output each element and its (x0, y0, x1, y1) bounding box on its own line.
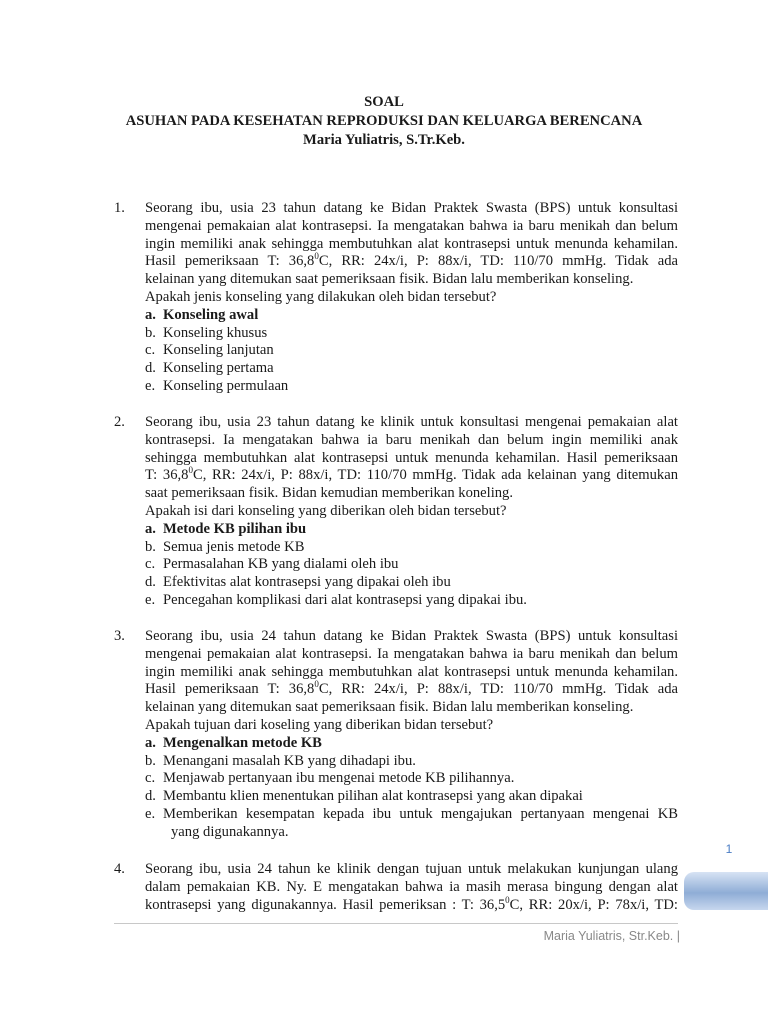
option-letter: b. (145, 538, 156, 555)
option-text-continuation: yang digunakannya. (171, 823, 289, 840)
question-text-line: kelainan yang ditemukan saat pemeriksaan fisik. Bidan lalu memberikan konseling. (145, 271, 634, 288)
option-text: Membantu klien menentukan pilihan alat kontrasepsi yang akan dipakai (163, 788, 583, 805)
footer-author: Maria Yuliatris, Str.Keb. | (543, 929, 680, 943)
question-1 (114, 200, 678, 396)
option-letter: b. (145, 324, 156, 341)
question-body (145, 200, 678, 396)
question-text: C, RR: 24x/i, P: 88x/i, TD: 110/70 mmHg. Tidak ada (318, 253, 679, 270)
question-text: C, RR: 24x/i, P: 88x/i, TD: 110/70 mmHg. Tidak ada kelainan yang ditemukan (192, 467, 678, 484)
degree-superscript: 0 (188, 465, 193, 476)
option-letter: e. (145, 377, 156, 394)
question-text-line: ingin memiliki anak sehingga membutuhkan alat kontrasepsi untuk menunda kehamilan. (145, 235, 678, 252)
option-letter: d. (145, 360, 156, 377)
question-number: 3. (114, 628, 125, 644)
question-body (145, 861, 678, 914)
option-text: Menjawab pertanyaan ibu mengenai metode KB pilihannya. (163, 770, 515, 787)
question-text-line: ingin memiliki anak sehingga membutuhkan alat kontrasepsi untuk menunda kehamilan. (145, 663, 678, 680)
option-letter: a. (145, 734, 156, 751)
question-4 (114, 861, 678, 914)
option-text: Permasalahan KB yang dialami oleh ibu (163, 556, 399, 573)
answer-option-c (145, 342, 678, 360)
answer-option-e (145, 592, 678, 610)
option-text: Konseling pertama (163, 360, 274, 377)
question-text-line: Seorang ibu, usia 24 tahun datang ke Bidan Praktek Swasta (BPS) untuk konsultasi (145, 628, 678, 644)
answer-option-e (145, 378, 678, 396)
question-2 (114, 414, 678, 610)
option-text: Pencegahan komplikasi dari alat kontrasepsi yang dipakai ibu. (163, 591, 527, 608)
option-text: Menangani masalah KB yang dihadapi ibu. (163, 752, 416, 769)
question-text: T: 36,8 (145, 467, 189, 484)
option-text: Konseling awal (163, 306, 259, 323)
question-text-line: kelainan yang ditemukan saat pemeriksaan fisik. Bidan lalu memberikan konseling. (145, 699, 634, 716)
option-letter: a. (145, 520, 156, 537)
option-text: Konseling permulaan (163, 377, 289, 394)
question-text-line: kontrasepsi. Ia mengatakan bahwa ia baru menikah dan belum ingin memiliki anak (145, 431, 678, 448)
header-author: Maria Yuliatris, S.Tr.Keb. (303, 132, 465, 148)
answer-option-d (145, 360, 678, 378)
option-letter: b. (145, 752, 156, 769)
question-text-line (145, 894, 678, 915)
question-number: 2. (114, 414, 125, 430)
answer-option-d (145, 788, 678, 806)
degree-superscript: 0 (505, 894, 510, 905)
question-text-line: Seorang ibu, usia 23 tahun datang ke Bidan Praktek Swasta (BPS) untuk konsultasi (145, 200, 678, 216)
question-text-line: Seorang ibu, usia 24 tahun ke klinik dengan tujuan untuk melakukan kunjungan ulang (145, 861, 678, 877)
option-text: Semua jenis metode KB (163, 538, 305, 555)
document-header (0, 93, 768, 150)
answer-option-b (145, 753, 678, 771)
option-letter: a. (145, 306, 156, 323)
answer-option-a (145, 521, 678, 539)
question-3 (114, 628, 678, 842)
question-text: kontrasepsi yang digunakannya. Hasil pemeriksan : T: 36,5 (145, 896, 506, 913)
option-letter: d. (145, 574, 156, 591)
question-prompt: Apakah isi dari konseling yang diberikan oleh bidan tersebut? (145, 502, 507, 519)
question-text-line: Seorang ibu, usia 23 tahun datang ke klinik untuk konsultasi mengenai pemakaian alat (145, 414, 678, 430)
question-body (145, 414, 678, 610)
answer-option-b (145, 325, 678, 343)
question-body (145, 628, 678, 842)
question-text-line (145, 681, 678, 699)
option-text: Konseling lanjutan (163, 342, 274, 359)
option-letter: c. (145, 342, 156, 359)
footer-divider (114, 923, 678, 924)
option-text: Metode KB pilihan ibu (163, 520, 307, 537)
answer-option-a (145, 735, 678, 753)
question-text-line: saat pemeriksaan fisik. Bidan kemudian memberikan koneling. (145, 485, 513, 502)
option-letter: c. (145, 556, 156, 573)
answer-option-b (145, 539, 678, 557)
question-text-line: mengenai pemakaian alat kontrasepsi. Ia mengatakan bahwa ia baru menikah dan belum (145, 645, 678, 662)
option-letter: d. (145, 788, 156, 805)
question-text: Hasil pemeriksaan T: 36,8 (145, 253, 315, 270)
answer-option-e (145, 806, 678, 824)
option-letter: e. (145, 591, 156, 608)
question-number: 1. (114, 200, 125, 216)
degree-superscript: 0 (314, 251, 319, 262)
option-letter: e. (145, 805, 156, 822)
question-prompt: Apakah tujuan dari koseling yang diberikan bidan tersebut? (145, 716, 494, 733)
answer-option-a (145, 307, 678, 325)
degree-superscript: 0 (314, 679, 319, 690)
question-text-line: dalam pemakaian KB. Ny. E mengatakan bahwa ia masih merasa bingung dengan alat (145, 878, 678, 895)
answer-option-c (145, 556, 678, 574)
page-number: 1 (725, 842, 733, 856)
question-text: C, RR: 24x/i, P: 88x/i, TD: 110/70 mmHg. Tidak ada (318, 681, 679, 698)
header-title: SOAL (364, 94, 404, 110)
option-text: Mengenalkan metode KB (163, 734, 322, 751)
question-text-line (145, 253, 678, 271)
question-text-line: mengenai pemakaian alat kontrasepsi. Ia mengatakan bahwa ia baru menikah dan belum (145, 217, 678, 234)
option-text: Konseling khusus (163, 324, 268, 341)
option-text: Memberikan kesempatan kepada ibu untuk mengajukan pertanyaan mengenai KB (163, 805, 678, 822)
question-text-line (145, 467, 678, 485)
answer-option-d (145, 574, 678, 592)
question-text: C, RR: 20x/i, P: 78x/i, TD: (509, 896, 678, 913)
page-tab-decoration (684, 872, 768, 910)
option-letter: c. (145, 770, 156, 787)
question-text-line: sehingga membutuhkan alat kontrasepsi untuk menunda kehamilan. Hasil pemeriksaan (145, 449, 678, 466)
header-subtitle: ASUHAN PADA KESEHATAN REPRODUKSI DAN KELUARGA BERENCANA (125, 113, 643, 129)
option-text: Efektivitas alat kontrasepsi yang dipakai oleh ibu (163, 574, 451, 591)
question-text: Hasil pemeriksaan T: 36,8 (145, 681, 315, 698)
question-number: 4. (114, 861, 125, 877)
question-prompt: Apakah jenis konseling yang dilakukan oleh bidan tersebut? (145, 288, 497, 305)
answer-option-c (145, 770, 678, 788)
